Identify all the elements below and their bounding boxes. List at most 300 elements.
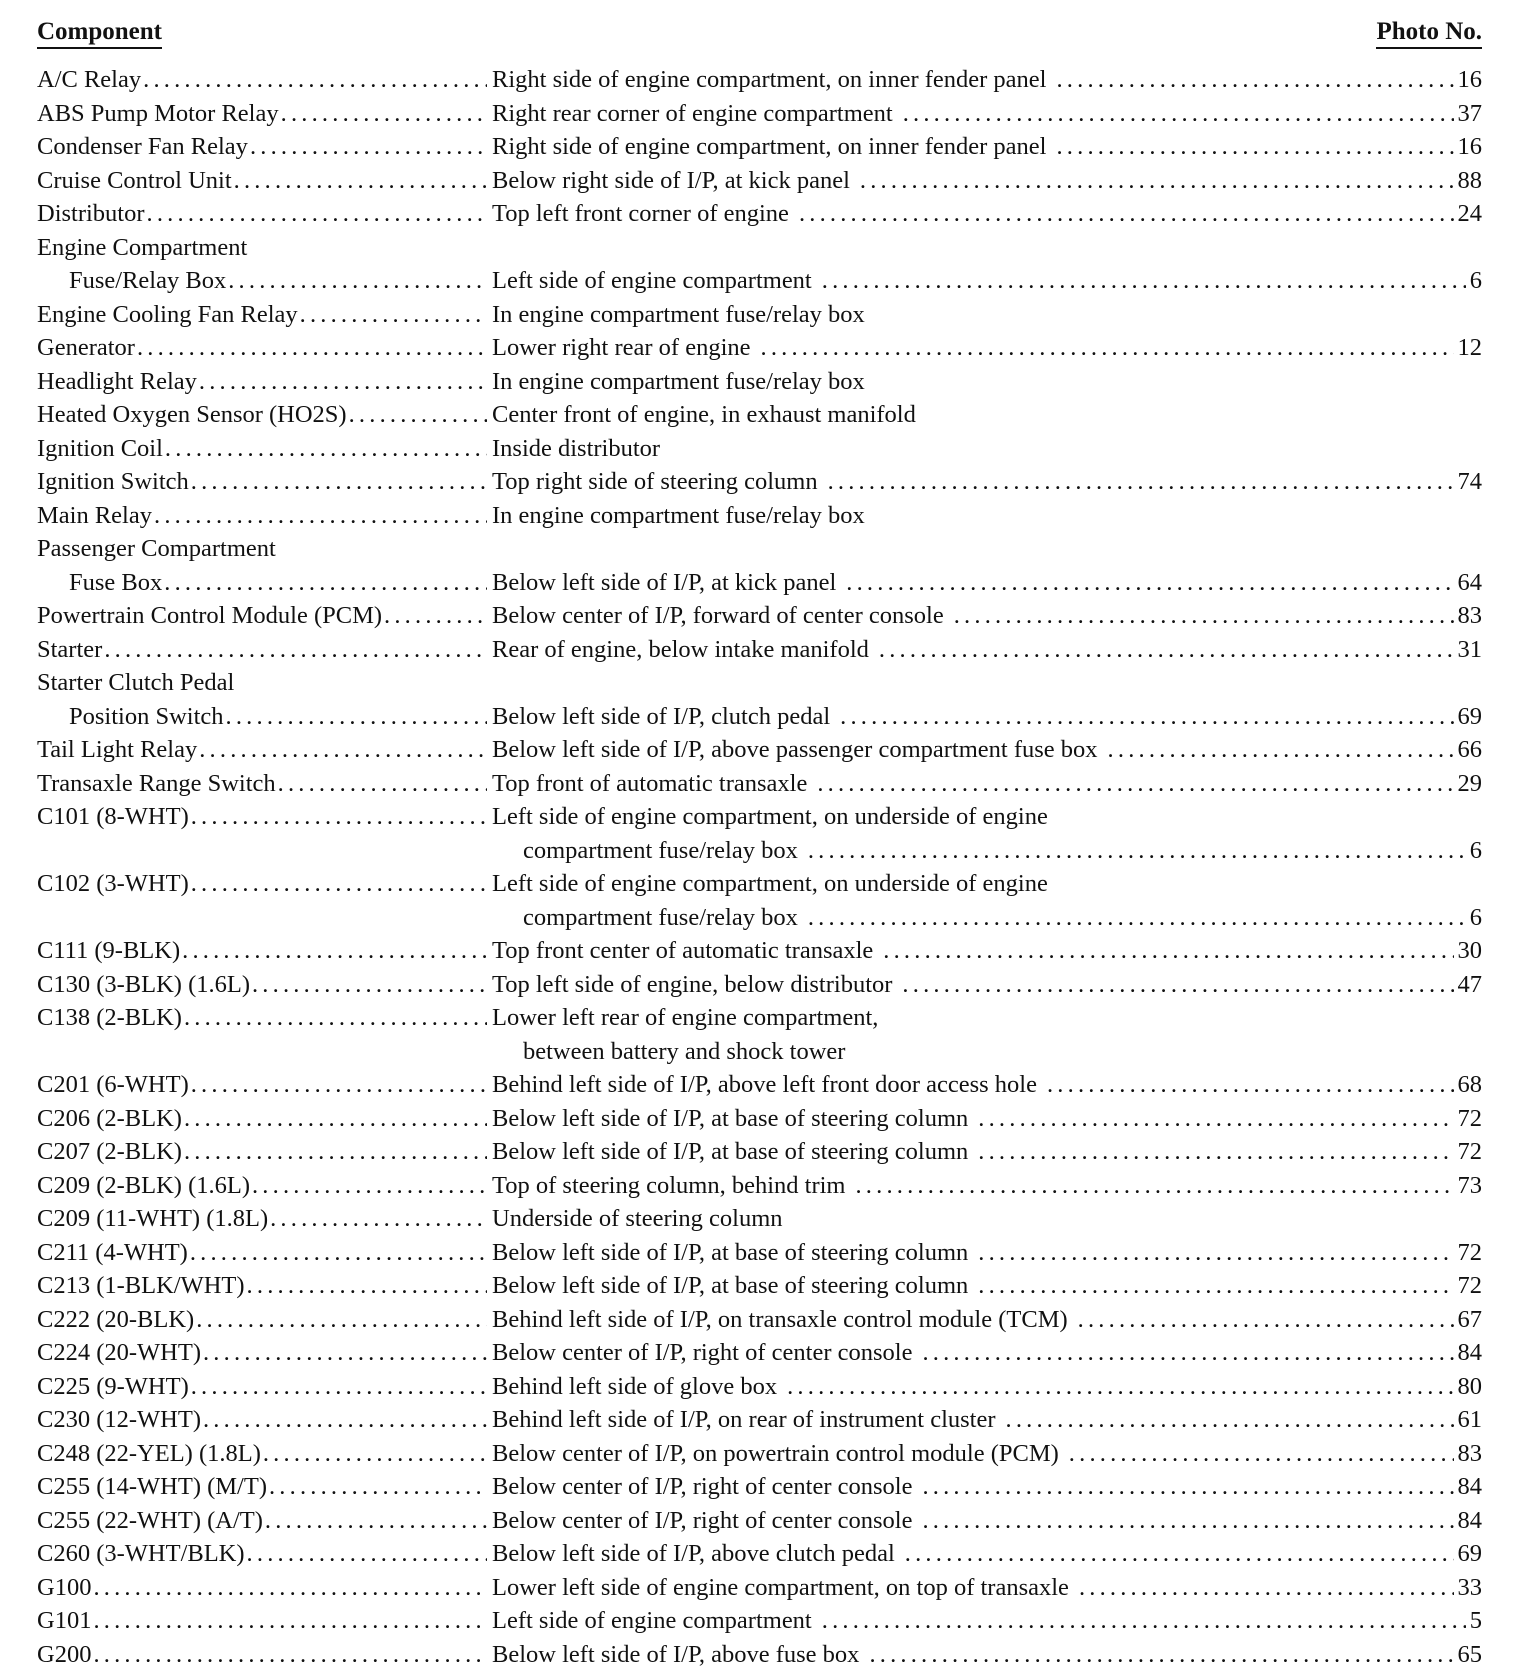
leader-dots: [261, 1437, 487, 1471]
leader-dots: [944, 599, 1454, 633]
component-cell: [37, 1537, 487, 1571]
table-row: [37, 1202, 1482, 1236]
component-name: C206 (2-BLK): [37, 1104, 182, 1132]
location-text: Top front of automatic transaxle: [492, 769, 808, 797]
location-cell: [492, 800, 1482, 834]
photo-number: 16: [1457, 133, 1482, 160]
table-row: [37, 1403, 1482, 1437]
table-row: [37, 432, 1482, 466]
leader-dots: [201, 1403, 487, 1437]
leader-dots: [267, 1470, 487, 1504]
photo-number: 66: [1457, 736, 1482, 763]
location-cell: [492, 733, 1482, 767]
table-row: [37, 666, 1482, 700]
table-row: [37, 1571, 1482, 1605]
component-name: Ignition Switch: [37, 468, 189, 495]
location-text: Lower right rear of engine: [492, 334, 751, 361]
photo-number: 16: [1457, 66, 1482, 93]
leader-dots: [798, 901, 1466, 935]
location-cell: [492, 1470, 1482, 1504]
location-cell: [492, 566, 1482, 600]
table-row: [37, 1068, 1482, 1102]
table-row: [37, 1035, 1482, 1069]
location-text: Left side of engine compartment, on underside of engine: [492, 803, 1048, 830]
component-cell: [37, 264, 487, 298]
location-cell: [492, 1068, 1482, 1102]
location-text: In engine compartment fuse/relay box: [492, 300, 865, 328]
component-cell: [37, 566, 487, 600]
photo-number: 84: [1457, 1506, 1482, 1534]
photo-number: 83: [1457, 1439, 1482, 1467]
leader-dots: [751, 331, 1454, 365]
photo-number: 12: [1457, 334, 1482, 361]
component-name: Generator: [37, 334, 135, 361]
component-cell: [37, 599, 487, 633]
leader-dots: [892, 968, 1453, 1002]
leader-dots: [279, 97, 487, 131]
location-cell: [492, 1504, 1482, 1538]
table-row: [37, 1336, 1482, 1370]
leader-dots: [201, 1336, 487, 1370]
table-row: [37, 834, 1482, 868]
location-text: Below center of I/P, right of center console: [492, 1473, 913, 1500]
leader-dots: [777, 1370, 1453, 1404]
leader-dots: [873, 934, 1453, 968]
table-row: [37, 1236, 1482, 1270]
table-row: [37, 1504, 1482, 1538]
location-text: Behind left side of I/P, on transaxle control module (TCM): [492, 1305, 1068, 1333]
component-cell: [37, 465, 487, 499]
location-cell: [492, 264, 1482, 298]
component-cell: [37, 1403, 487, 1437]
leader-dots: [189, 800, 487, 834]
location-text: Below left side of I/P, clutch pedal: [492, 702, 831, 730]
location-text: Lower left side of engine compartment, on top of transaxle: [492, 1573, 1069, 1601]
location-text: Below left side of I/P, above clutch pedal: [492, 1540, 895, 1567]
component-name: A/C Relay: [37, 66, 142, 93]
photo-number: 74: [1457, 468, 1482, 495]
component-cell: [37, 1001, 487, 1035]
component-cell: [37, 1269, 487, 1303]
component-cell: [37, 1638, 487, 1672]
table-row: [37, 532, 1482, 566]
photo-number: 84: [1457, 1339, 1482, 1366]
component-name: Passenger Compartment: [37, 535, 276, 562]
table-row: [37, 1437, 1482, 1471]
leader-dots: [197, 733, 487, 767]
photo-number: 61: [1457, 1406, 1482, 1433]
table-row: [37, 1102, 1482, 1136]
component-name: C201 (6-WHT): [37, 1071, 189, 1098]
location-cell: [492, 1437, 1482, 1471]
leader-dots: [912, 1504, 1453, 1538]
component-cell: [37, 298, 487, 332]
component-name: G200: [37, 1640, 92, 1668]
photo-number: 72: [1457, 1238, 1482, 1266]
component-name: ABS Pump Motor Relay: [37, 99, 279, 127]
table-row: [37, 197, 1482, 231]
leader-dots: [798, 834, 1466, 868]
table-row: [37, 1269, 1482, 1303]
component-name: C213 (1-BLK/WHT): [37, 1272, 245, 1299]
component-name: C102 (3-WHT): [37, 870, 189, 897]
photo-number: 33: [1457, 1573, 1482, 1601]
location-cell: [492, 1336, 1482, 1370]
leader-dots: [912, 1470, 1453, 1504]
location-cell: [492, 331, 1482, 365]
leader-dots: [789, 197, 1454, 231]
photo-number: 80: [1457, 1372, 1482, 1400]
leader-dots: [263, 1504, 487, 1538]
location-text: Below left side of I/P, at base of steering column: [492, 1138, 969, 1165]
location-cell: [492, 1537, 1482, 1571]
leader-dots: [276, 767, 487, 801]
leader-dots: [895, 1537, 1454, 1571]
photo-number: 24: [1457, 200, 1482, 227]
location-text: Rear of engine, below intake manifold: [492, 635, 869, 663]
table-row: [37, 97, 1482, 131]
component-cell: [37, 666, 487, 700]
photo-number: 65: [1457, 1640, 1482, 1668]
location-cell: [492, 164, 1482, 198]
location-text: Top left side of engine, below distributor: [492, 970, 893, 998]
location-cell: [492, 465, 1482, 499]
location-cell: [523, 901, 1482, 935]
component-name: C211 (4-WHT): [37, 1238, 188, 1266]
table-row: [37, 1470, 1482, 1504]
location-text: Below center of I/P, right of center console: [492, 1506, 913, 1534]
leader-dots: [836, 566, 1453, 600]
leader-dots: [859, 1638, 1453, 1672]
location-text: Right rear corner of engine compartment: [492, 99, 893, 127]
component-name: C255 (14-WHT) (M/T): [37, 1473, 267, 1500]
component-cell: [37, 231, 487, 265]
component-name: C225 (9-WHT): [37, 1372, 189, 1400]
table-row: [37, 700, 1482, 734]
component-cell: [37, 532, 487, 566]
location-cell: [492, 365, 1482, 399]
component-cell: [37, 1437, 487, 1471]
component-cell: [37, 398, 487, 432]
table-row: [37, 1370, 1482, 1404]
table-row: [37, 733, 1482, 767]
table-row: [37, 231, 1482, 265]
location-cell: [492, 968, 1482, 1002]
leader-dots: [968, 1236, 1453, 1270]
component-name: Starter Clutch Pedal: [37, 669, 235, 696]
leader-dots: [189, 1370, 487, 1404]
component-name: Fuse/Relay Box: [69, 267, 227, 294]
component-cell: [37, 1303, 487, 1337]
location-text: In engine compartment fuse/relay box: [492, 501, 865, 529]
photo-number: 84: [1457, 1473, 1482, 1500]
leader-dots: [180, 934, 487, 968]
location-cell: [492, 398, 1482, 432]
location-cell: [492, 767, 1482, 801]
location-cell: [492, 1370, 1482, 1404]
table-row: [37, 1604, 1482, 1638]
component-table: [37, 63, 1482, 1671]
location-cell: [492, 1202, 1482, 1236]
table-row: [37, 633, 1482, 667]
leader-dots: [182, 1001, 487, 1035]
location-text: Below center of I/P, right of center console: [492, 1339, 913, 1366]
table-row: [37, 1001, 1482, 1035]
leader-dots: [996, 1403, 1454, 1437]
component-name: Fuse Box: [69, 568, 163, 596]
leader-dots: [250, 1169, 487, 1203]
location-text: Right side of engine compartment, on inner fender panel: [492, 66, 1047, 93]
leader-dots: [91, 1604, 487, 1638]
component-name: Cruise Control Unit: [37, 166, 232, 194]
header-component: Component: [37, 18, 162, 49]
component-name: G101: [37, 1607, 92, 1634]
photo-number: 30: [1457, 937, 1482, 964]
location-cell: [492, 1571, 1482, 1605]
location-cell: [492, 700, 1482, 734]
leader-dots: [968, 1102, 1453, 1136]
location-text: Below center of I/P, on powertrain control module (PCM): [492, 1439, 1059, 1467]
component-cell: [37, 499, 487, 533]
table-row: [37, 365, 1482, 399]
leader-dots: [968, 1135, 1453, 1169]
location-text: Below left side of I/P, at base of steering column: [492, 1272, 969, 1299]
component-cell: [37, 1068, 487, 1102]
photo-number: 83: [1457, 602, 1482, 629]
location-text: Left side of engine compartment: [492, 267, 812, 294]
leader-dots: [347, 398, 487, 432]
leader-dots: [298, 298, 487, 332]
leader-dots: [1046, 63, 1453, 97]
location-text: Top of steering column, behind trim: [492, 1171, 846, 1199]
photo-number: 31: [1457, 635, 1482, 663]
component-cell: [37, 968, 487, 1002]
component-name: C255 (22-WHT) (A/T): [37, 1506, 263, 1534]
leader-dots: [224, 700, 487, 734]
component-cell: [37, 1202, 487, 1236]
component-cell: [37, 164, 487, 198]
location-cell: [492, 867, 1482, 901]
leader-dots: [189, 867, 487, 901]
location-cell: [492, 633, 1482, 667]
leader-dots: [830, 700, 1453, 734]
photo-number: 72: [1457, 1138, 1482, 1165]
photo-number: 69: [1457, 702, 1482, 730]
table-row: [37, 465, 1482, 499]
component-name: Distributor: [37, 200, 145, 227]
photo-number: 6: [1469, 836, 1482, 864]
leader-dots: [850, 164, 1454, 198]
table-row: [37, 130, 1482, 164]
location-cell: [492, 1638, 1482, 1672]
leader-dots: [232, 164, 487, 198]
leader-dots: [912, 1336, 1453, 1370]
location-cell: [492, 934, 1482, 968]
photo-number: 69: [1457, 1540, 1482, 1567]
photo-number: 47: [1457, 970, 1482, 998]
leader-dots: [812, 264, 1466, 298]
location-text: Behind left side of I/P, on rear of instrument cluster: [492, 1406, 996, 1433]
location-text: Top front center of automatic transaxle: [492, 937, 874, 964]
component-cell: [37, 633, 487, 667]
table-row: [37, 331, 1482, 365]
table-header: [37, 18, 1482, 52]
photo-number: 6: [1469, 267, 1482, 294]
component-name: C111 (9-BLK): [37, 937, 181, 964]
table-row: [37, 264, 1482, 298]
component-name: Engine Cooling Fan Relay: [37, 300, 298, 328]
component-name: Position Switch: [69, 702, 224, 730]
location-cell: [492, 197, 1482, 231]
location-cell: [523, 1035, 1482, 1069]
leader-dots: [182, 1135, 487, 1169]
table-row: [37, 800, 1482, 834]
leader-dots: [182, 1102, 487, 1136]
component-name: Transaxle Range Switch: [37, 769, 276, 797]
location-text: compartment fuse/relay box: [523, 903, 798, 931]
leader-dots: [1046, 130, 1453, 164]
table-row: [37, 1537, 1482, 1571]
location-text: between battery and shock tower: [523, 1037, 846, 1065]
table-row: [37, 164, 1482, 198]
component-cell: [37, 97, 487, 131]
leader-dots: [189, 465, 487, 499]
location-text: Left side of engine compartment: [492, 1607, 812, 1634]
leader-dots: [226, 264, 487, 298]
component-name: Starter: [37, 635, 103, 663]
photo-number: 73: [1457, 1171, 1482, 1199]
location-text: In engine compartment fuse/relay box: [492, 367, 865, 395]
photo-number: 64: [1457, 568, 1482, 596]
component-name: C207 (2-BLK): [37, 1138, 182, 1165]
photo-number: 37: [1457, 99, 1482, 127]
component-name: Tail Light Relay: [37, 736, 198, 763]
photo-number: 6: [1469, 903, 1482, 931]
component-cell: [37, 432, 487, 466]
leader-dots: [245, 1269, 487, 1303]
leader-dots: [248, 130, 487, 164]
component-cell: [37, 365, 487, 399]
component-cell: [37, 1336, 487, 1370]
leader-dots: [145, 197, 487, 231]
table-row: [37, 767, 1482, 801]
location-cell: [492, 1102, 1482, 1136]
leader-dots: [163, 432, 487, 466]
location-cell: [492, 1135, 1482, 1169]
location-cell: [492, 499, 1482, 533]
location-text: Inside distributor: [492, 434, 661, 462]
component-cell: [37, 700, 487, 734]
leader-dots: [1069, 1571, 1454, 1605]
leader-dots: [807, 767, 1453, 801]
location-text: Below right side of I/P, at kick panel: [492, 166, 850, 194]
table-row: [37, 499, 1482, 533]
location-text: Top left front corner of engine: [492, 200, 789, 227]
location-cell: [492, 432, 1482, 466]
component-cell: [37, 1470, 487, 1504]
component-name: C222 (20-BLK): [37, 1305, 195, 1333]
leader-dots: [250, 968, 487, 1002]
leader-dots: [135, 331, 487, 365]
location-cell: [492, 1001, 1482, 1035]
table-row: [37, 1169, 1482, 1203]
location-cell: [492, 1303, 1482, 1337]
component-name: Main Relay: [37, 501, 152, 529]
table-row: [37, 1135, 1482, 1169]
location-cell: [492, 97, 1482, 131]
component-cell: [37, 1370, 487, 1404]
leader-dots: [162, 566, 487, 600]
component-cell: [37, 867, 487, 901]
leader-dots: [869, 633, 1454, 667]
location-cell: [492, 298, 1482, 332]
component-name: C224 (20-WHT): [37, 1339, 201, 1366]
component-cell: [37, 733, 487, 767]
table-row: [37, 1303, 1482, 1337]
component-cell: [37, 1504, 487, 1538]
leader-dots: [812, 1604, 1466, 1638]
location-cell: [492, 1604, 1482, 1638]
component-cell: [37, 1169, 487, 1203]
location-text: Below left side of I/P, above fuse box: [492, 1640, 860, 1668]
leader-dots: [845, 1169, 1453, 1203]
table-row: [37, 298, 1482, 332]
location-text: Center front of engine, in exhaust manifold: [492, 401, 916, 428]
leader-dots: [1059, 1437, 1454, 1471]
location-text: Behind left side of glove box: [492, 1372, 778, 1400]
component-cell: [37, 197, 487, 231]
photo-number: 29: [1457, 769, 1482, 797]
table-row: [37, 599, 1482, 633]
location-text: Below left side of I/P, at base of steering column: [492, 1238, 969, 1266]
leader-dots: [1098, 733, 1454, 767]
component-name: Condenser Fan Relay: [37, 133, 248, 160]
table-row: [37, 566, 1482, 600]
component-cell: [37, 331, 487, 365]
component-cell: [37, 767, 487, 801]
table-row: [37, 398, 1482, 432]
component-cell: [37, 1135, 487, 1169]
location-text: Top right side of steering column: [492, 468, 818, 495]
leader-dots: [382, 599, 487, 633]
leader-dots: [968, 1269, 1453, 1303]
component-name: C230 (12-WHT): [37, 1406, 201, 1433]
component-name: Heated Oxygen Sensor (HO2S): [37, 401, 347, 428]
leader-dots: [91, 1638, 487, 1672]
table-row: [37, 867, 1482, 901]
location-text: Behind left side of I/P, above left front door access hole: [492, 1071, 1037, 1098]
location-text: Below center of I/P, forward of center console: [492, 602, 944, 629]
component-name: C260 (3-WHT/BLK): [37, 1540, 245, 1567]
photo-number: 72: [1457, 1104, 1482, 1132]
leader-dots: [197, 365, 487, 399]
component-cell: [37, 800, 487, 834]
location-cell: [492, 63, 1482, 97]
photo-number: 72: [1457, 1272, 1482, 1299]
table-row: [37, 968, 1482, 1002]
location-text: Lower left rear of engine compartment,: [492, 1004, 879, 1031]
leader-dots: [141, 63, 487, 97]
table-row: [37, 901, 1482, 935]
location-text: Below left side of I/P, at base of steering column: [492, 1104, 969, 1132]
leader-dots: [102, 633, 487, 667]
leader-dots: [1068, 1303, 1454, 1337]
leader-dots: [194, 1303, 487, 1337]
location-cell: [492, 599, 1482, 633]
table-row: [37, 1638, 1482, 1672]
location-cell: [492, 1169, 1482, 1203]
location-text: Below left side of I/P, at kick panel: [492, 568, 837, 596]
